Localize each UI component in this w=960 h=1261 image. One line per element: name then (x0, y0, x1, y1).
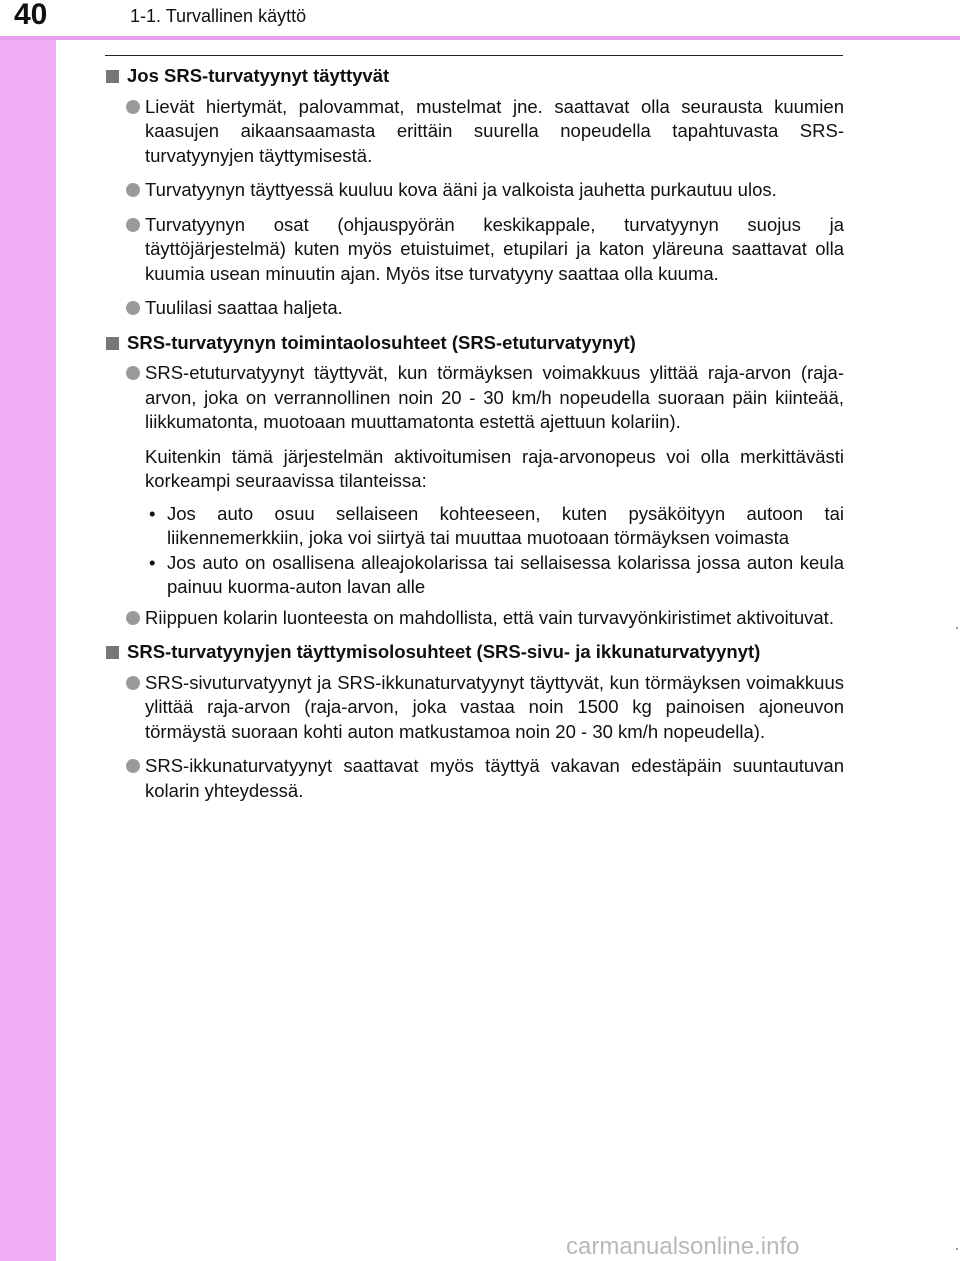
item-text: SRS-sivuturvatyynyt ja SRS-ikkunaturvatyynyt täyttyvät, kun törmäyksen voimakkuus ylittää raja-arvon (raja-arvon, joka vastaa noin 1500 kg painoisen ajoneuvon törmäystä suoraan kohti auton matkustamoa noin 20 - 30 km/h nopeudella). (145, 671, 844, 742)
page-content (106, 62, 844, 813)
square-bullet-icon (106, 70, 119, 83)
sub-item-text: Jos auto osuu sellaiseen kohteeseen, kuten pysäköityyn autoon tai liikennemerkkiin, joka voi siirtyä tai muuttaa muotoaan törmäyksen voimasta (167, 502, 844, 548)
item-text: Riippuen kolarin luonteesta on mahdollista, että vain turvavyönkiristimet aktivoituvat. (145, 606, 834, 628)
list-item (126, 95, 844, 169)
circle-bullet-icon (126, 100, 140, 114)
square-bullet-icon (106, 337, 119, 350)
circle-bullet-icon (126, 759, 140, 773)
side-color-tab (0, 0, 56, 1261)
heading-text: SRS-turvatyynyjen täyttymisolosuhteet (SRS-sivu- ja ikkunaturvatyynyt) (127, 641, 761, 662)
page-number: 40 (14, 0, 48, 31)
item-text: Tuulilasi saattaa haljeta. (145, 297, 343, 318)
sub-list-item (149, 502, 844, 551)
watermark: carmanualsonline.info (566, 1233, 800, 1260)
list-item (126, 754, 844, 803)
circle-bullet-icon (126, 366, 140, 380)
list-item (126, 213, 844, 287)
heading-text: Jos SRS-turvatyynyt täyttyvät (127, 65, 390, 86)
item-text: SRS-etuturvatyynyt täyttyvät, kun törmäyksen voimakkuus ylittää raja-arvon (raja-arvon, joka on verrannollinen noin 20 - 30 km/h nopeudella suoraan päin kiinteää, liikkumatonta, muotoaan muuttamatonta estettä ajettuun kolariin). (145, 362, 844, 432)
paragraph: Kuitenkin tämä järjestelmän aktivoitumisen raja-arvonopeus voi olla merkittävästi korkeampi seuraavissa tilanteissa: (145, 445, 844, 491)
item-text: Turvatyynyn osat (ohjauspyörän keskikappale, turvatyynyn suojus ja täyttöjärjestelmä) kuten myös etuistuimet, etupilari ja katon yläreuna saattavat olla kuumia usean minuutin ajan. Myös itse turvatyyny saattaa olla kuuma. (145, 213, 844, 284)
list-item (126, 606, 844, 631)
circle-bullet-icon (126, 301, 140, 315)
heading-text: SRS-turvatyynyn toimintaolosuhteet (SRS-etuturvatyynyt) (127, 331, 636, 353)
item-text: SRS-ikkunaturvatyynyt saattavat myös täyttyä vakavan edestäpäin suuntautuvan kolarin yhteydessä. (145, 755, 844, 801)
section-heading (106, 331, 844, 356)
header-rule (0, 36, 960, 40)
section-heading (106, 64, 844, 89)
sub-bullet: • (149, 551, 156, 573)
item-text: Turvatyynyn täyttyessä kuuluu kova ääni ja valkoista jauhetta purkautuu ulos. (145, 179, 777, 200)
circle-bullet-icon (126, 218, 140, 232)
circle-bullet-icon (126, 183, 140, 197)
circle-bullet-icon (126, 676, 140, 690)
list-item (126, 296, 844, 321)
sub-bullet: • (149, 502, 156, 524)
square-bullet-icon (106, 646, 119, 659)
list-item (126, 178, 844, 203)
sub-item-text: Jos auto on osallisena alleajokolarissa tai sellaisessa kolarissa jossa auton keula painuu kuorma-auton lavan alle (167, 551, 844, 597)
margin-tick (956, 627, 958, 629)
section-title: 1-1. Turvallinen käyttö (130, 6, 307, 26)
margin-tick (956, 1248, 958, 1250)
sub-list-item (149, 551, 844, 600)
list-item (126, 671, 844, 745)
section-heading (106, 640, 844, 665)
content-top-rule (105, 55, 843, 56)
list-item (126, 361, 844, 435)
sub-list (106, 502, 844, 600)
item-text: Lievät hiertymät, palovammat, mustelmat jne. saattavat olla seurausta kuumien kaasujen aikaansaamasta erittäin suurella nopeudella tapahtuvasta SRS-turvatyynyjen täyttymisestä. (145, 95, 844, 166)
circle-bullet-icon (126, 611, 140, 625)
